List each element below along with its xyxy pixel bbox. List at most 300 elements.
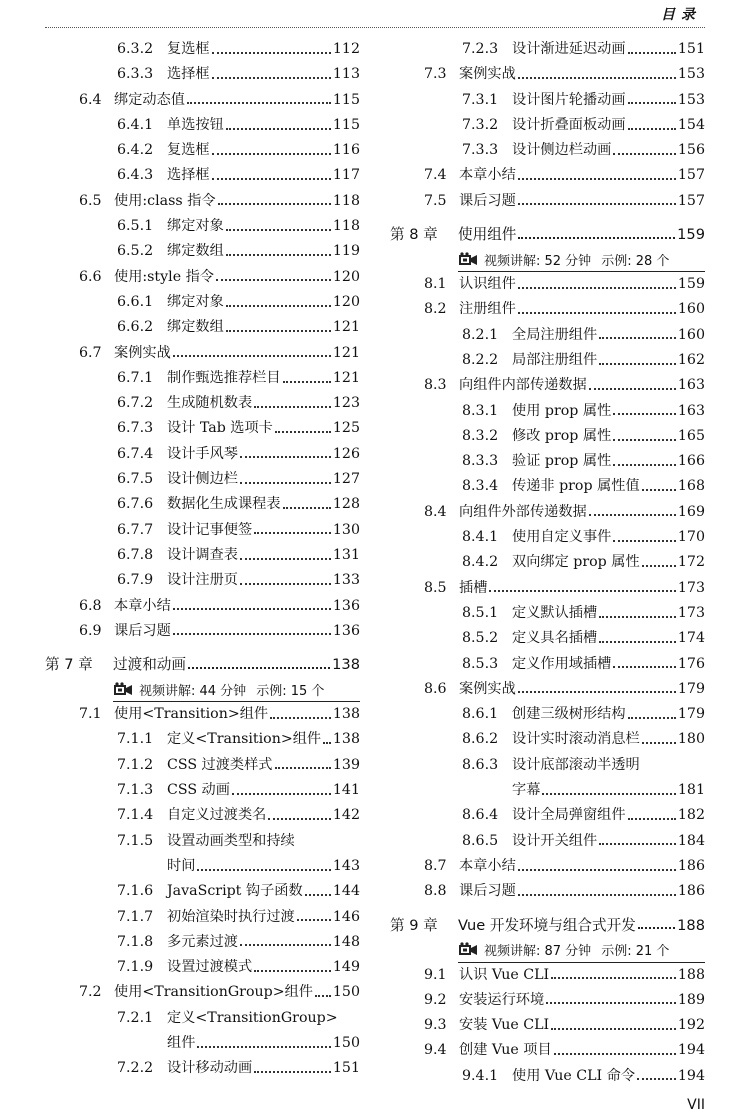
entry-title: 设计移动动画	[167, 1060, 253, 1077]
page-number: 115	[332, 116, 360, 133]
dot-leader	[638, 927, 675, 929]
page-number: 150	[332, 1034, 360, 1051]
dot-leader	[518, 203, 676, 205]
entry-title: 复选框	[167, 41, 210, 57]
entry-number: 6.3.2	[117, 41, 154, 57]
page-number: 136	[332, 597, 360, 614]
page-number: 188	[677, 916, 705, 934]
page-number: 176	[677, 655, 705, 672]
dot-leader	[254, 406, 331, 408]
entry-number: 8.6.1	[462, 706, 499, 723]
section-entry[interactable]	[390, 373, 705, 398]
entry-title: 选择框	[167, 66, 210, 83]
dot-leader	[628, 128, 676, 130]
entry-title: 创建 Vue 项目	[459, 1042, 552, 1059]
entry-title: 案例实战	[459, 66, 516, 83]
subsection-entry[interactable]	[45, 391, 360, 416]
page-number: 143	[332, 857, 360, 874]
subsection-entry[interactable]	[45, 214, 360, 239]
subsection-entry[interactable]	[390, 626, 705, 651]
entry-number: 7.1.6	[117, 883, 154, 900]
subsection-entry[interactable]	[390, 829, 705, 854]
entry-number: 6.7.7	[117, 521, 154, 538]
entry-number: 7.1.5	[117, 832, 154, 849]
entry-number: 8.7	[424, 857, 447, 874]
subsection-entry[interactable]	[45, 955, 360, 980]
entry-number: 7.2.1	[117, 1009, 154, 1026]
entry-number: 8.2.1	[462, 326, 499, 343]
page-number: 163	[677, 402, 705, 419]
chapter-title: 使用组件	[458, 226, 517, 244]
entry-title: 数据化生成课程表	[167, 496, 281, 513]
entry-number: 8.3	[424, 377, 447, 394]
page-number: 151	[332, 1060, 360, 1077]
dot-leader	[613, 153, 676, 155]
dot-leader	[642, 489, 676, 491]
subsection-entry[interactable]	[45, 113, 360, 138]
entry-number: 8.8	[424, 883, 447, 900]
entry-number: 8.3.3	[462, 453, 499, 470]
page-number: 163	[677, 377, 705, 394]
entry-title: 绑定数组	[167, 319, 224, 336]
page-number: 166	[677, 453, 705, 470]
dot-leader	[551, 977, 676, 979]
dot-leader	[173, 608, 331, 610]
entry-number: 7.1.7	[117, 908, 154, 925]
entry-number: 6.7.9	[117, 572, 154, 589]
page-number: 180	[677, 731, 705, 748]
entry-title: 绑定对象	[167, 218, 224, 235]
page-number: 150	[332, 984, 360, 1001]
entry-title: 设计 Tab 选项卡	[167, 420, 273, 437]
entry-title: 设计全局弹窗组件	[512, 807, 626, 824]
entry-number: 7.3.1	[462, 91, 499, 108]
section-entry[interactable]	[45, 189, 360, 214]
page-number: 112	[332, 41, 360, 57]
subsection-entry[interactable]	[390, 652, 705, 677]
section-entry[interactable]	[45, 88, 360, 113]
section-entry[interactable]	[390, 1038, 705, 1063]
video-info	[458, 247, 705, 272]
dot-leader	[197, 1046, 331, 1048]
section-entry[interactable]	[390, 879, 705, 904]
entry-number: 7.3	[424, 66, 447, 83]
subsection-entry[interactable]	[390, 550, 705, 575]
entry-number: 6.7.8	[117, 546, 154, 563]
video-info	[113, 677, 360, 702]
dot-leader	[254, 532, 331, 534]
dot-leader	[270, 717, 331, 719]
entry-title: 设计记事便签	[167, 521, 253, 538]
entry-title: 初始渲染时执行过渡	[167, 908, 295, 925]
dot-leader	[212, 153, 331, 155]
entry-number: 6.4.2	[117, 142, 154, 159]
subsection-entry[interactable]	[45, 1006, 360, 1031]
section-entry[interactable]	[390, 677, 705, 702]
section-entry[interactable]	[390, 297, 705, 322]
dot-leader	[599, 616, 676, 618]
dot-leader	[197, 869, 331, 871]
section-entry[interactable]	[390, 576, 705, 601]
chapter-heading[interactable]	[45, 652, 360, 677]
section-entry[interactable]	[45, 594, 360, 619]
entry-number: 7.1.8	[117, 933, 154, 950]
entry-title: CSS 过渡类样式	[167, 756, 273, 773]
page-number: 120	[332, 268, 360, 285]
subsection-entry[interactable]	[390, 348, 705, 373]
entry-number: 8.5.2	[462, 630, 499, 647]
entry-title: 使用自定义事件	[512, 529, 612, 546]
subsection-entry[interactable]	[45, 416, 360, 441]
entry-number: 8.6	[424, 680, 447, 697]
page-number: 113	[332, 66, 360, 83]
page-number: 121	[332, 319, 360, 336]
subsection-entry[interactable]	[390, 803, 705, 828]
subsection-entry[interactable]	[45, 315, 360, 340]
entry-number: 8.6.4	[462, 807, 499, 824]
subsection-entry[interactable]	[390, 424, 705, 449]
page-number: 174	[677, 630, 705, 647]
subsection-entry[interactable]	[390, 727, 705, 752]
entry-title: 注册组件	[459, 301, 516, 318]
dot-leader	[297, 919, 331, 921]
dot-leader	[518, 869, 676, 871]
chapter-heading[interactable]	[390, 913, 705, 938]
page-number: 186	[677, 857, 705, 874]
page-number: 173	[677, 604, 705, 621]
subsection-entry[interactable]	[45, 138, 360, 163]
dot-leader	[187, 102, 331, 104]
page-number: 126	[332, 445, 360, 462]
entry-title: 定义具名插槽	[512, 630, 598, 647]
subsection-entry[interactable]	[45, 37, 360, 62]
entry-number: 7.1.4	[117, 807, 154, 824]
entry-number: 6.8	[79, 597, 102, 614]
subsection-entry[interactable]	[390, 525, 705, 550]
entry-continuation[interactable]	[45, 854, 360, 879]
subsection-entry[interactable]	[45, 442, 360, 467]
subsection-entry[interactable]	[390, 474, 705, 499]
entry-number: 8.6.2	[462, 731, 499, 748]
subsection-entry[interactable]	[45, 829, 360, 854]
subsection-entry[interactable]	[390, 138, 705, 163]
dot-leader	[232, 793, 331, 795]
dot-leader	[628, 102, 676, 104]
page-number: 130	[332, 521, 360, 538]
dot-leader	[613, 540, 676, 542]
subsection-entry[interactable]	[390, 753, 705, 778]
entry-title: 本章小结	[459, 167, 516, 184]
section-entry[interactable]	[45, 980, 360, 1005]
entry-title: 插槽	[459, 579, 488, 596]
entry-number: 8.3.4	[462, 478, 499, 495]
dot-leader	[240, 456, 331, 458]
dot-leader	[628, 717, 676, 719]
subsection-entry[interactable]	[45, 753, 360, 778]
dot-leader	[637, 1078, 676, 1080]
entry-title: 定义作用域插槽	[512, 655, 612, 672]
entry-title: 认识组件	[459, 276, 516, 293]
dot-leader	[518, 691, 676, 693]
entry-continuation[interactable]	[390, 778, 705, 803]
chapter-heading[interactable]	[390, 222, 705, 247]
entry-number: 8.3.2	[462, 427, 499, 444]
entry-number: 6.7.6	[117, 496, 154, 513]
subsection-entry[interactable]	[390, 702, 705, 727]
page-number: 149	[332, 959, 360, 976]
entry-number: 6.4.3	[117, 167, 154, 184]
toc-right-column	[390, 37, 705, 1089]
dot-leader	[546, 1002, 676, 1004]
entry-title: 设计调查表	[167, 546, 238, 563]
page-number: 153	[677, 91, 705, 108]
page-number: 146	[332, 908, 360, 925]
dot-leader	[240, 583, 331, 585]
entry-title: 使用<TransitionGroup>组件	[114, 984, 313, 1001]
page-number: 168	[677, 478, 705, 495]
subsection-entry[interactable]	[45, 290, 360, 315]
subsection-entry[interactable]	[45, 518, 360, 543]
video-camera-icon	[458, 252, 478, 267]
subsection-entry[interactable]	[45, 778, 360, 803]
page-number: 120	[332, 293, 360, 310]
subsection-entry[interactable]	[45, 727, 360, 752]
entry-title: 传递非 prop 属性值	[512, 478, 640, 495]
page-number: 138	[332, 656, 360, 674]
entry-number: 8.2	[424, 301, 447, 318]
dot-leader	[283, 381, 331, 383]
entry-title: 使用 Vue CLI 命令	[512, 1067, 636, 1084]
entry-title: 全局注册组件	[512, 326, 598, 343]
subsection-entry[interactable]	[45, 543, 360, 568]
dot-leader	[518, 178, 676, 180]
page-number: 154	[677, 116, 705, 133]
entry-number: 7.2.2	[117, 1060, 154, 1077]
page-number: 121	[332, 369, 360, 386]
entry-number: 8.5	[424, 579, 447, 596]
dot-leader	[240, 558, 331, 560]
page-number: 159	[677, 276, 705, 293]
page-number: 172	[677, 554, 705, 571]
entry-number: 6.7.2	[117, 395, 154, 412]
page-number: 138	[332, 706, 360, 723]
subsection-entry[interactable]	[390, 1064, 705, 1089]
entry-number: 8.6.5	[462, 832, 499, 849]
subsection-entry[interactable]	[390, 37, 705, 62]
chapter-number: 第 9 章	[390, 916, 438, 934]
entry-continuation[interactable]	[45, 1031, 360, 1056]
page-number: 194	[677, 1042, 705, 1059]
page-number: 157	[677, 167, 705, 184]
page-number: 133	[332, 572, 360, 589]
page-number: 118	[332, 218, 360, 235]
entry-title: 生成随机数表	[167, 395, 253, 412]
subsection-entry[interactable]	[45, 930, 360, 955]
subsection-entry[interactable]	[390, 601, 705, 626]
entry-number: 6.7.4	[117, 445, 154, 462]
section-entry[interactable]	[390, 163, 705, 188]
dot-leader	[518, 312, 676, 314]
subsection-entry[interactable]	[390, 323, 705, 348]
subsection-entry[interactable]	[45, 905, 360, 930]
dot-leader	[599, 337, 676, 339]
dot-leader	[315, 995, 331, 997]
page-number: 119	[332, 243, 360, 260]
subsection-entry[interactable]	[45, 62, 360, 87]
section-entry[interactable]	[390, 854, 705, 879]
dot-leader	[613, 413, 676, 415]
section-entry[interactable]	[45, 619, 360, 644]
entry-title: 设计手风琴	[167, 445, 238, 462]
page-number: 117	[332, 167, 360, 184]
page-number: 125	[332, 420, 360, 437]
section-entry[interactable]	[45, 265, 360, 290]
chapter-title: 过渡和动画	[113, 656, 186, 674]
subsection-entry[interactable]	[390, 399, 705, 424]
dot-leader	[642, 742, 676, 744]
page-number: 186	[677, 883, 705, 900]
subsection-entry[interactable]	[45, 1056, 360, 1081]
entry-number: 7.1.2	[117, 756, 154, 773]
entry-title: 使用<Transition>组件	[114, 706, 269, 723]
dot-leader	[226, 330, 331, 332]
entry-title: 绑定数组	[167, 243, 224, 260]
entry-title: 设计折叠面板动画	[512, 116, 626, 133]
entry-number: 8.6.3	[462, 756, 499, 773]
entry-title: 复选框	[167, 142, 210, 159]
entry-number: 8.1	[424, 276, 447, 293]
dot-leader	[275, 431, 331, 433]
dot-leader	[599, 843, 676, 845]
dot-leader	[628, 818, 676, 820]
entry-number: 8.4	[424, 503, 447, 520]
page-number: 128	[332, 496, 360, 513]
page-number: 165	[677, 427, 705, 444]
page-number: 144	[332, 883, 360, 900]
entry-title: 定义<Transition>组件	[167, 731, 322, 748]
example-count: 示例: 28 个	[601, 253, 670, 269]
entry-title: 设计渐进延迟动画	[512, 41, 626, 57]
subsection-entry[interactable]	[45, 803, 360, 828]
chapter-number: 第 8 章	[390, 226, 438, 244]
page-number: 179	[677, 706, 705, 723]
entry-number: 6.3.3	[117, 66, 154, 83]
entry-number: 6.7.3	[117, 420, 154, 437]
dot-leader	[212, 77, 331, 79]
section-entry[interactable]	[45, 341, 360, 366]
section-entry[interactable]	[390, 1013, 705, 1038]
page-number: 159	[677, 226, 705, 244]
entry-title: 单选按钮	[167, 116, 224, 133]
section-entry[interactable]	[390, 500, 705, 525]
dot-leader	[518, 287, 676, 289]
entry-title: 课后习题	[459, 192, 516, 209]
entry-number: 6.5	[79, 192, 102, 209]
subsection-entry[interactable]	[45, 879, 360, 904]
page-number: 181	[677, 782, 705, 799]
entry-number: 7.1	[79, 706, 102, 723]
subsection-entry[interactable]	[45, 492, 360, 517]
page-number: 194	[677, 1067, 705, 1084]
entry-title: 制作甄选推荐栏目	[167, 369, 281, 386]
subsection-entry[interactable]	[390, 88, 705, 113]
entry-title: 绑定对象	[167, 293, 224, 310]
dot-leader	[173, 355, 331, 357]
dot-leader	[218, 203, 331, 205]
dot-leader	[240, 944, 331, 946]
dot-leader	[212, 52, 331, 54]
subsection-entry[interactable]	[45, 163, 360, 188]
dot-leader	[542, 793, 676, 795]
subsection-entry[interactable]	[45, 239, 360, 264]
page-number: 157	[677, 192, 705, 209]
subsection-entry[interactable]	[45, 568, 360, 593]
page-number: 138	[332, 731, 360, 748]
entry-number: 8.5.1	[462, 604, 499, 621]
dot-leader	[628, 52, 676, 54]
dot-leader	[551, 1028, 676, 1030]
entry-number: 7.1.9	[117, 959, 154, 976]
subsection-entry[interactable]	[390, 449, 705, 474]
section-entry[interactable]	[390, 988, 705, 1013]
subsection-entry[interactable]	[45, 366, 360, 391]
dot-leader	[642, 565, 676, 567]
subsection-entry[interactable]	[45, 467, 360, 492]
dot-leader	[173, 633, 331, 635]
section-entry[interactable]	[45, 702, 360, 727]
entry-title: 本章小结	[459, 857, 516, 874]
section-entry[interactable]	[390, 963, 705, 988]
page-number: 160	[677, 301, 705, 318]
page-number: 189	[677, 991, 705, 1008]
entry-number: 6.6	[79, 268, 102, 285]
page-number: 131	[332, 546, 360, 563]
dot-leader	[226, 128, 331, 130]
entry-number: 7.2.3	[462, 41, 499, 57]
entry-number: 8.3.1	[462, 402, 499, 419]
chapter-title: Vue 开发环境与组合式开发	[458, 916, 636, 934]
entry-title: 双向绑定 prop 属性	[512, 554, 640, 571]
entry-title: 创建三级树形结构	[512, 706, 626, 723]
entry-title: 设计侧边栏动画	[512, 142, 612, 159]
page-number: 192	[677, 1017, 705, 1034]
chapter-number: 第 7 章	[45, 656, 93, 674]
entry-number: 9.2	[424, 991, 447, 1008]
entry-number: 7.1.1	[117, 731, 154, 748]
entry-number: 6.4.1	[117, 116, 154, 133]
dot-leader	[589, 514, 676, 516]
entry-title: JavaScript 钩子函数	[167, 883, 303, 900]
section-entry[interactable]	[390, 62, 705, 87]
entry-title: 设置动画类型和持续	[167, 832, 295, 849]
section-entry[interactable]	[390, 272, 705, 297]
page-number: 160	[677, 326, 705, 343]
entry-number: 9.4.1	[462, 1067, 499, 1084]
subsection-entry[interactable]	[390, 113, 705, 138]
entry-title-continued: 时间	[167, 857, 196, 874]
dot-leader	[323, 742, 331, 744]
page-number: 179	[677, 680, 705, 697]
section-entry[interactable]	[390, 189, 705, 214]
entry-title-continued: 组件	[167, 1034, 196, 1051]
entry-number: 6.9	[79, 622, 102, 639]
dot-leader	[226, 229, 331, 231]
entry-number: 6.5.1	[117, 218, 154, 235]
page-number: 153	[677, 66, 705, 83]
entry-number: 6.6.2	[117, 319, 154, 336]
entry-title: 使用:class 指令	[114, 192, 216, 209]
entry-title: 修改 prop 属性	[512, 427, 612, 444]
